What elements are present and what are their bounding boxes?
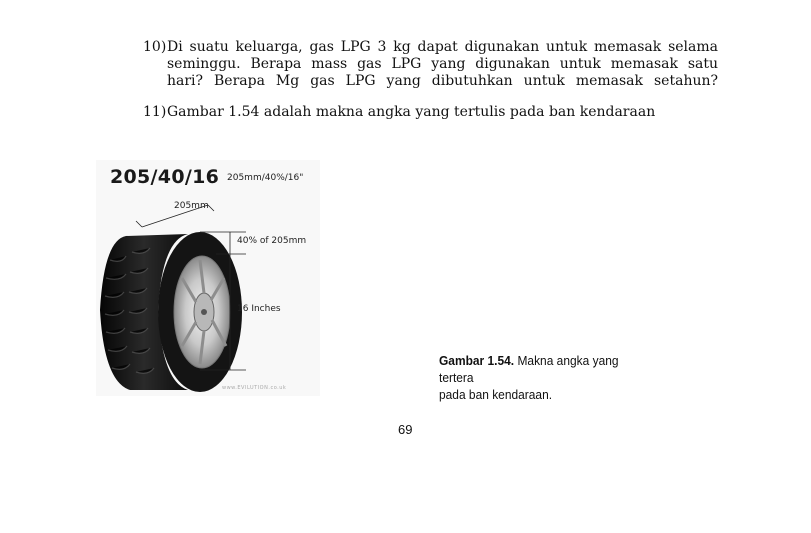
question-line: seminggu. Berapa mass gas LPG yang digunakan untuk memasak satu [167, 56, 718, 72]
watermark: www.EVILUTION.co.uk [222, 385, 287, 391]
caption-label: Gambar 1.54. [439, 353, 515, 368]
question-line: Di suatu keluarga, gas LPG 3 kg dapat digunakan untuk memasak selama [167, 39, 718, 55]
figure-caption [439, 352, 652, 403]
height-label: 40% of 205mm [237, 236, 307, 246]
question-10 [143, 39, 718, 91]
page-number: 69 [398, 422, 413, 437]
question-line: Gambar 1.54 adalah makna angka yang tertulis pada ban kendaraan [167, 104, 656, 120]
caption-text-line1: Makna angka yang tertera [439, 353, 619, 385]
tire-figure [96, 160, 320, 396]
tire-size-code: 205/40/16 [110, 166, 220, 188]
caption-text-line2: pada ban kendaraan. [439, 387, 553, 402]
rim-label: 16 Inches [237, 304, 281, 314]
width-label: 205mm [174, 201, 209, 211]
tire-size-detail: 205mm/40%/16" [227, 173, 304, 183]
question-number: 10) [143, 39, 167, 55]
question-text [167, 104, 655, 121]
tire [100, 232, 242, 392]
question-number: 11) [143, 104, 167, 120]
question-line: hari? Berapa Mg gas LPG yang dibutuhkan untuk memasak setahun? [167, 73, 718, 89]
question-text [167, 39, 718, 90]
question-11 [143, 104, 718, 122]
tire-illustration [96, 160, 320, 396]
